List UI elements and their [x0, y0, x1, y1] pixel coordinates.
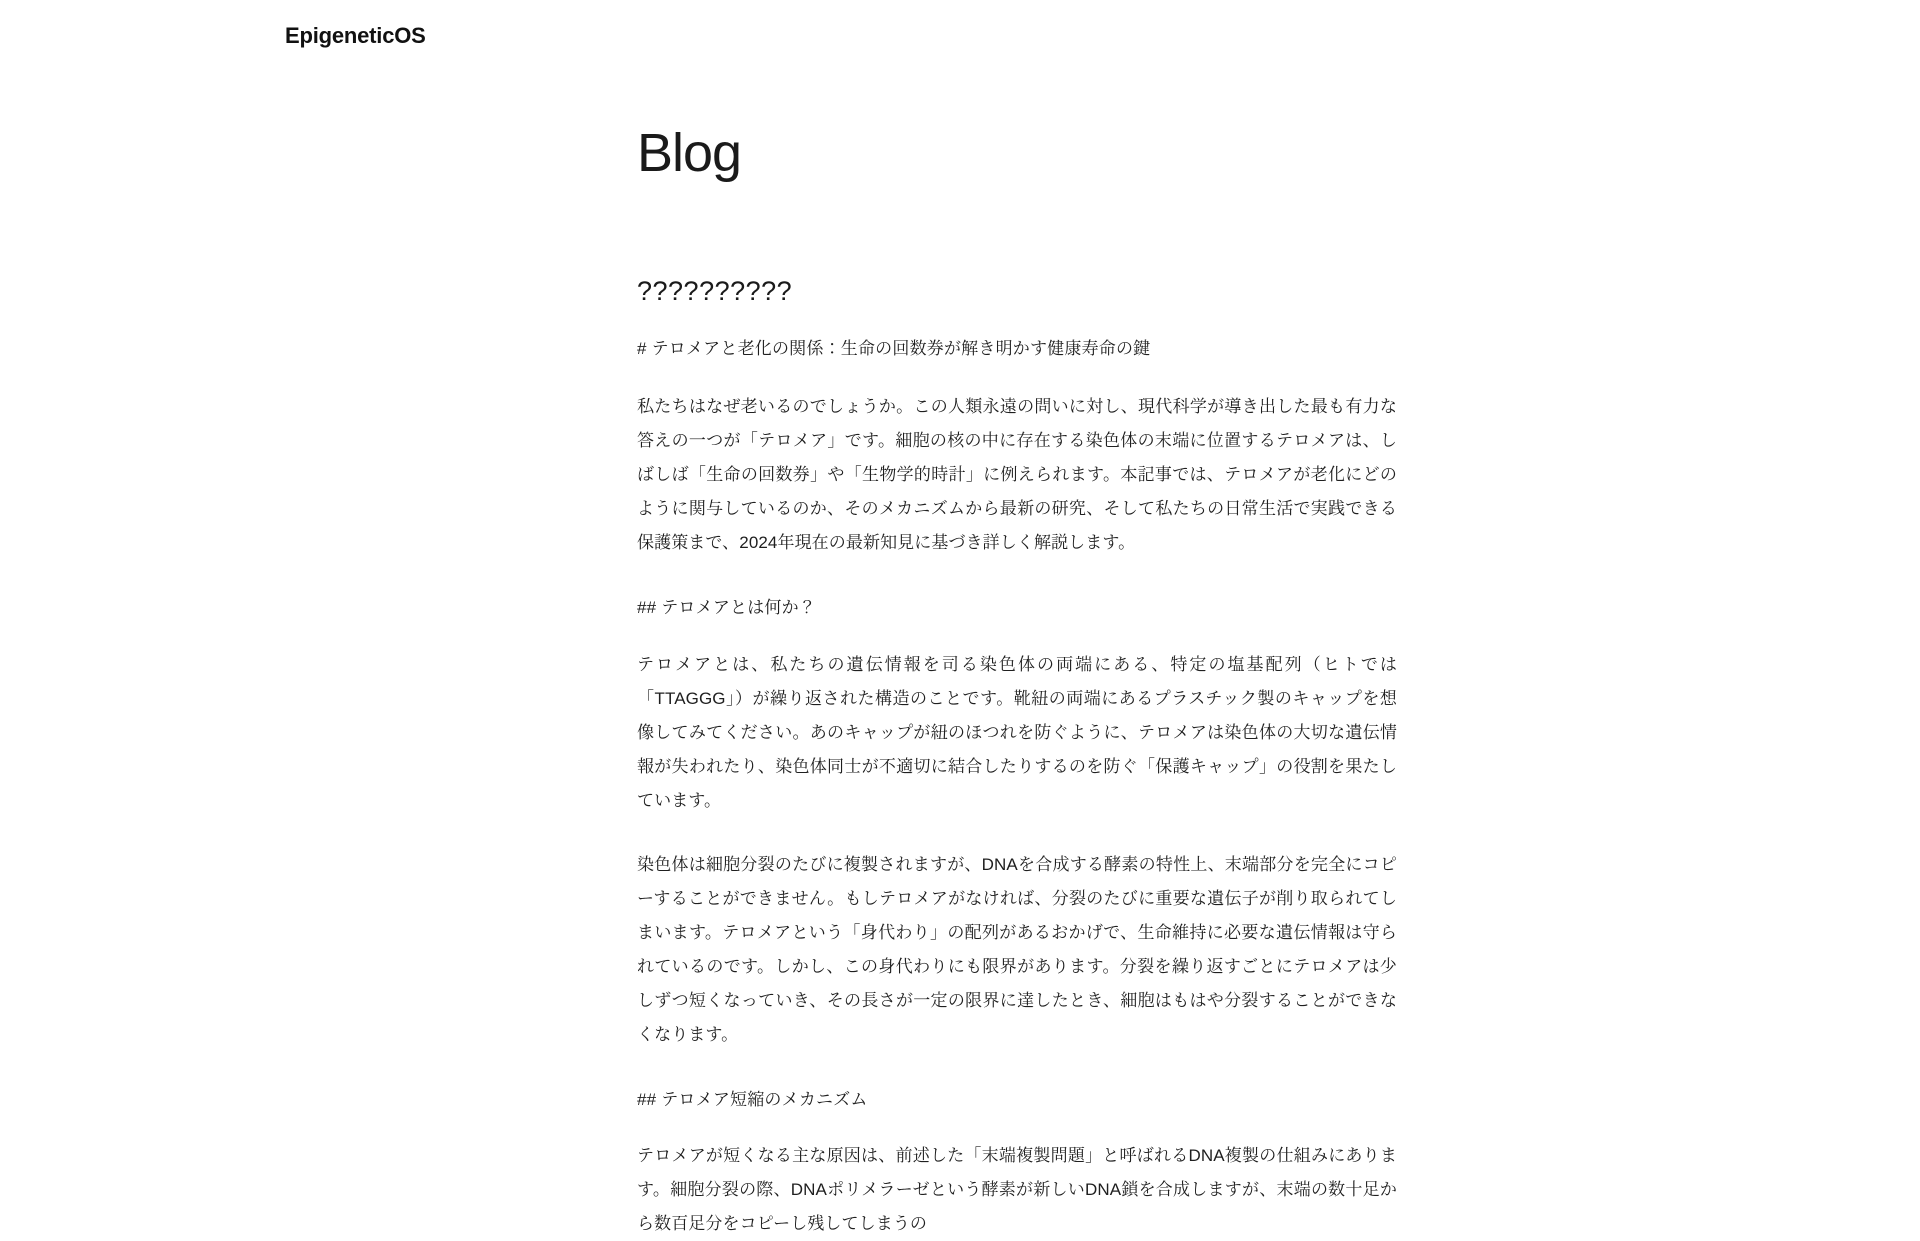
post-title: ?????????? [637, 276, 793, 307]
post-paragraph-3: 染色体は細胞分裂のたびに複製されますが、DNAを合成する酵素の特性上、末端部分を完全にコピーすることができません。もしテロメアがなければ、分裂のたびに重要な遺伝子が削り取られてしまいます。テロメアという「身代わり」の配列があるおかげで、生命維持に必要な遺伝情報は守られているのです。しかし、この身代わりにも限界があります。分裂を繰り返すごとにテロメアは少しずつ短くなっていき、その長さが一定の限界に達したとき、細胞はもはや分裂することができなくなります。 [637, 854, 1397, 1044]
post-markdown-heading-2: ## テロメアとは何か？ [637, 598, 817, 618]
post-paragraph-4: テロメアが短くなる主な原因は、前述した「末端複製問題」と呼ばれるDNA複製の仕組みにあります。細胞分裂の際、DNAポリメラーゼという酵素が新しいDNA鎖を合成しますが、末端の数十足から数百足分をコピーし残してしまうの [637, 1145, 1397, 1233]
content-column [637, 124, 1417, 1241]
page-title: Blog [637, 123, 742, 183]
post-paragraph-2: テロメアとは、私たちの遺伝情報を司る染色体の両端にある、特定の塩基配列（ヒトでは「TTAGGG」）が繰り返された構造のことです。靴紐の両端にあるプラスチック製のキャップを想像してみてください。あのキャップが紐のほつれを防ぐように、テロメアは染色体の大切な遺伝情報が失われたり、染色体同士が不適切に結合したりするのを防ぐ「保護キャップ」の役割を果たしています。 [637, 654, 1397, 810]
post-paragraph-1: 私たちはなぜ老いるのでしょうか。この人類永遠の問いに対し、現代科学が導き出した最も有力な答えの一つが「テロメア」です。細胞の核の中に存在する染色体の末端に位置するテロメアは、しばしば「生命の回数券」や「生物学的時計」に例えられます。本記事では、テロメアが老化にどのように関与しているのか、そのメカニズムから最新の研究、そして私たちの日常生活で実践できる保護策まで、2024年現在の最新知見に基づき詳しく解説します。 [637, 397, 1397, 553]
site-logo[interactable]: EpigeneticOS [285, 23, 426, 48]
page-main [0, 72, 1920, 1241]
post-markdown-heading-1: # テロメアと老化の関係：生命の回数券が解き明かす健康寿命の鍵 [637, 339, 1151, 359]
post-markdown-heading-3: ## テロメア短縮のメカニズム [637, 1089, 868, 1109]
site-header [0, 0, 1920, 72]
blog-post-article [637, 275, 1417, 1240]
